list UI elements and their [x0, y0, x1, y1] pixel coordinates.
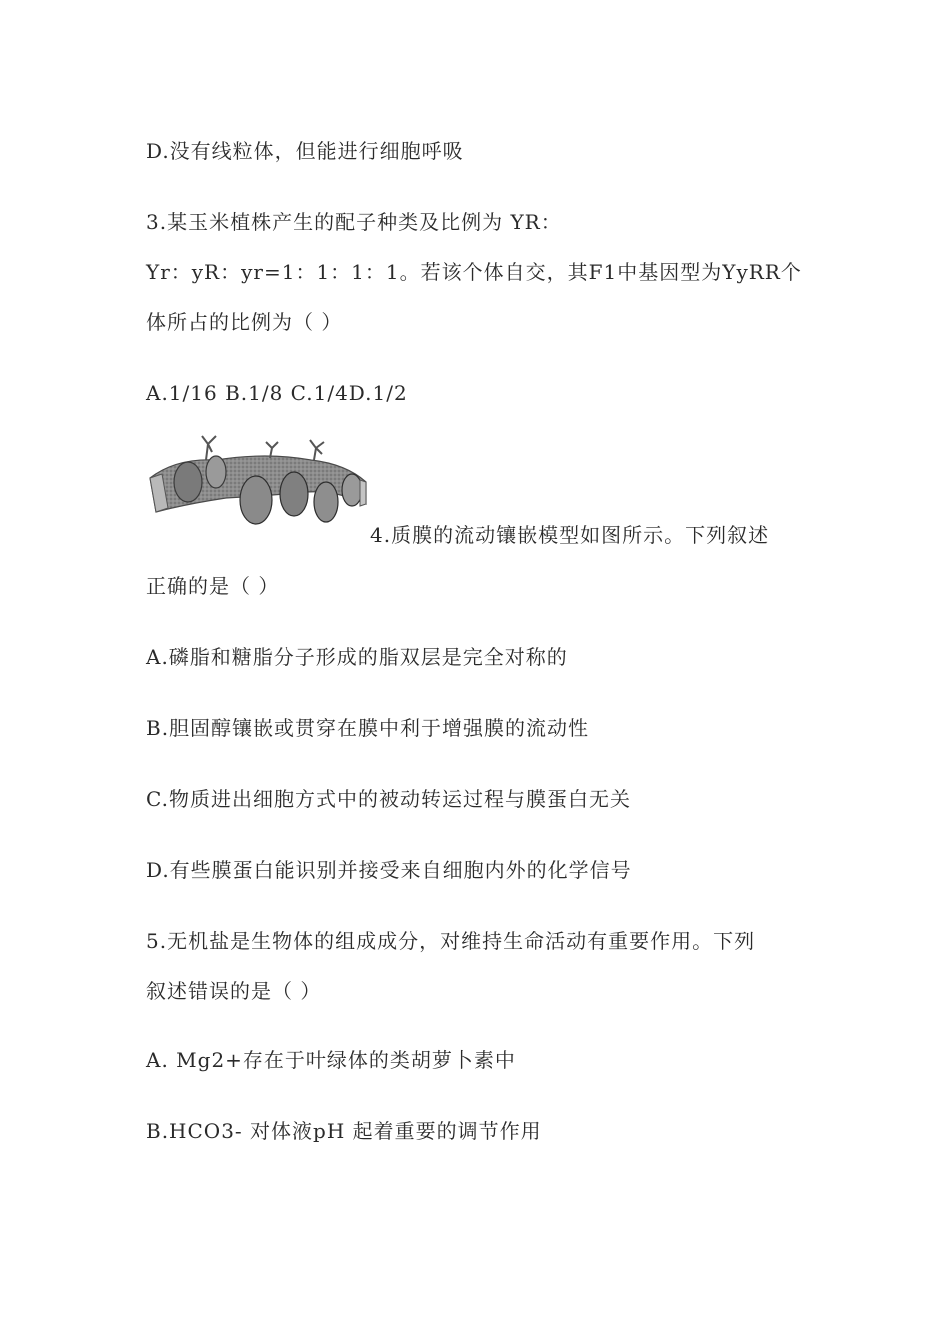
q4-stem-line1: 4.质膜的流动镶嵌模型如图所示。下列叙述: [370, 523, 770, 547]
q4-stem-line2: 正确的是（ ）: [146, 574, 280, 598]
membrane-model-figure: [146, 430, 370, 534]
q5-option-a: A. Mg2+存在于叶绿体的类胡萝卜素中: [146, 1048, 516, 1072]
q4-option-a: A.磷脂和糖脂分子形成的脂双层是完全对称的: [146, 645, 568, 669]
q3-stem-line1: 3.某玉米植株产生的配子种类及比例为 YR：: [146, 210, 562, 234]
q3-stem-line3: 体所占的比例为（ ）: [146, 310, 343, 334]
q4-option-b: B.胆固醇镶嵌或贯穿在膜中利于增强膜的流动性: [146, 716, 590, 740]
q4-option-d: D.有些膜蛋白能识别并接受来自细胞内外的化学信号: [146, 858, 632, 882]
q5-stem-line2: 叙述错误的是（ ）: [146, 979, 322, 1003]
q5-option-b: B.HCO3- 对体液pH 起着重要的调节作用: [146, 1119, 542, 1143]
q4-option-c: C.物质进出细胞方式中的被动转运过程与膜蛋白无关: [146, 787, 631, 811]
q3-stem-line2: Yr：yR：yr=1：1：1：1。若该个体自交，其F1中基因型为YyRR个: [146, 260, 802, 284]
q5-stem-line1: 5.无机盐是生物体的组成成分，对维持生命活动有重要作用。下列: [146, 929, 756, 953]
q3-options: A.1/16 B.1/8 C.1/4D.1/2: [146, 381, 408, 405]
q2-option-d: D.没有线粒体，但能进行细胞呼吸: [146, 139, 464, 163]
